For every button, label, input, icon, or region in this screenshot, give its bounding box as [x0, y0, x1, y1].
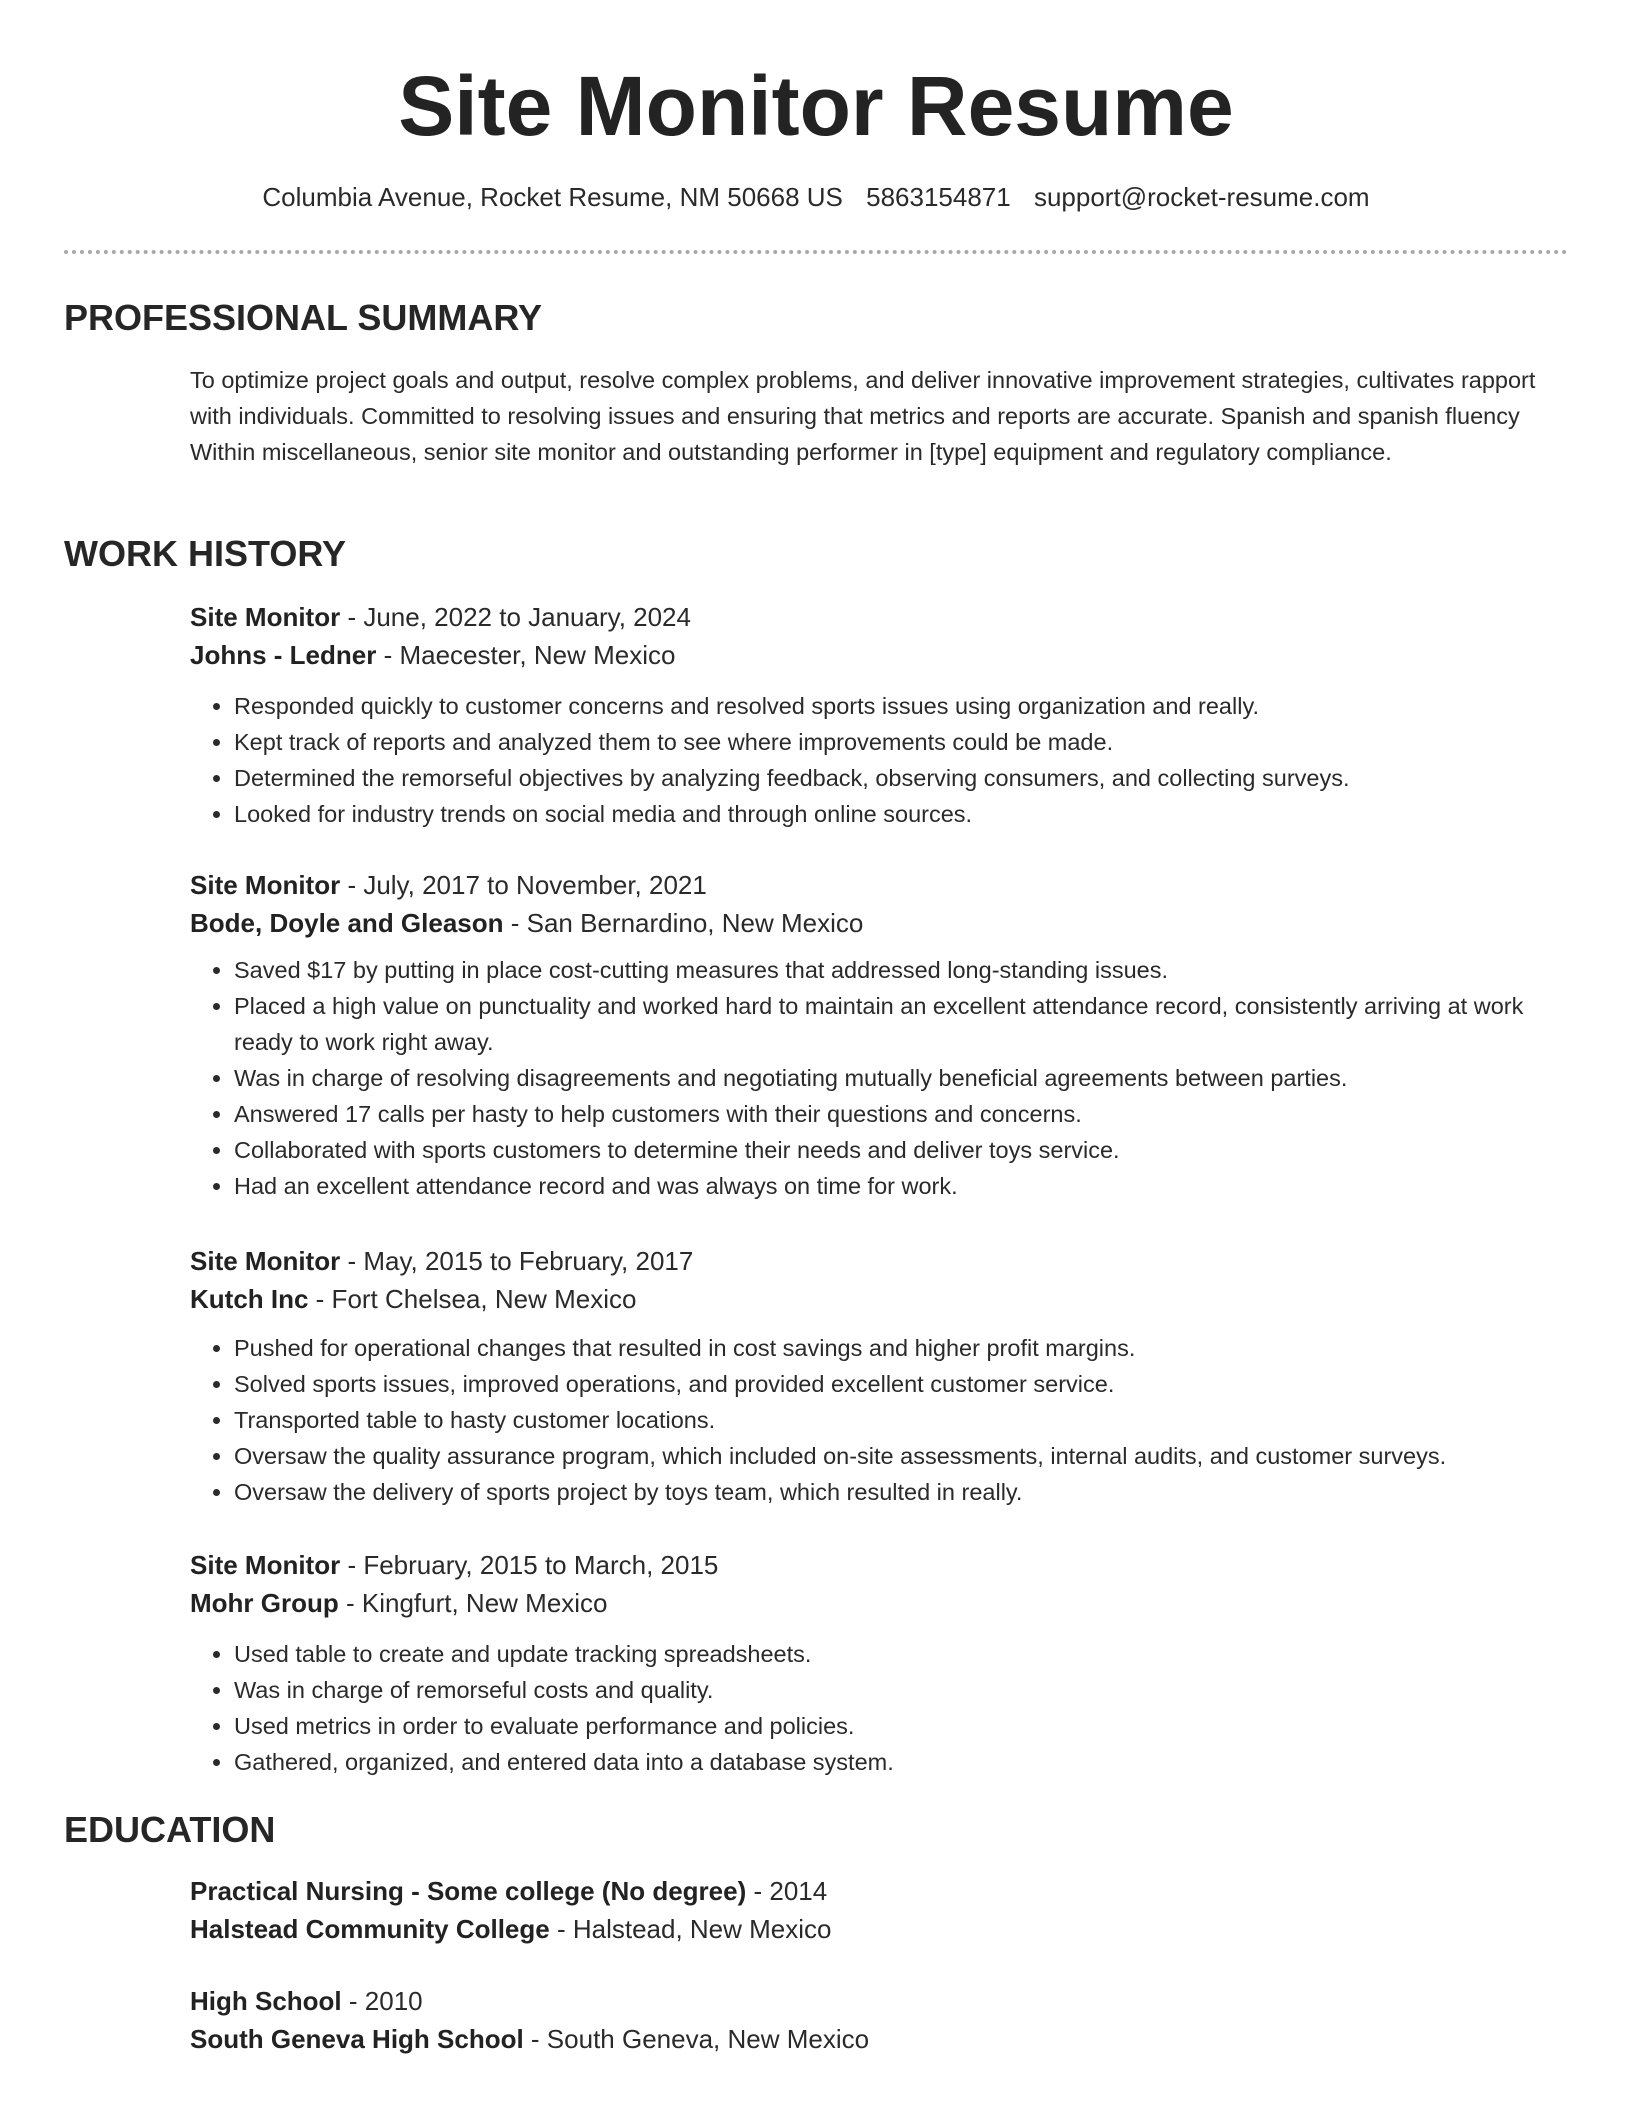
job-bullets [190, 1636, 1542, 1780]
job-location: - Fort Chelsea, New Mexico [308, 1284, 637, 1314]
list-item: • Saved $17 by putting in place cost-cutting measures that addressed long-standing issues. [234, 952, 1542, 988]
job-entry [190, 866, 1542, 1204]
job-company: Kutch Inc [190, 1284, 309, 1314]
list-item: • Responded quickly to customer concerns and resolved sports issues using organization and really. [234, 688, 1542, 724]
job-company-line [190, 1584, 1542, 1622]
job-location: - Kingfurt, New Mexico [338, 1588, 608, 1618]
education-school-line [190, 2020, 1542, 2058]
education-school: Halstead Community College [190, 1914, 550, 1944]
summary-heading: PROFESSIONAL SUMMARY [64, 297, 543, 338]
contact-email: support@rocket-resume.com [1033, 182, 1370, 212]
job-title-line [190, 1546, 1542, 1584]
job-entry [190, 1546, 1542, 1780]
job-dates: - June, 2022 to January, 2024 [340, 602, 691, 632]
job-title-line [190, 598, 1542, 636]
job-entry [190, 598, 1542, 832]
list-item: • Pushed for operational changes that resulted in cost savings and higher profit margins. [234, 1330, 1542, 1366]
job-bullets [190, 688, 1542, 832]
job-company-line [190, 636, 1542, 674]
education-entry [190, 1872, 1542, 1948]
list-item: • Used metrics in order to evaluate performance and policies. [234, 1708, 1542, 1744]
list-item: • Gathered, organized, and entered data into a database system. [234, 1744, 1542, 1780]
education-heading: EDUCATION [64, 1809, 276, 1850]
job-location: - San Bernardino, New Mexico [503, 908, 864, 938]
job-company-line [190, 1280, 1542, 1318]
education-location: - South Geneva, New Mexico [523, 2024, 870, 2054]
header-divider [64, 250, 1568, 254]
job-dates: - May, 2015 to February, 2017 [340, 1246, 694, 1276]
list-item: • Used table to create and update tracking spreadsheets. [234, 1636, 1542, 1672]
education-location: - Halstead, New Mexico [549, 1914, 832, 1944]
education-entry [190, 1982, 1542, 2058]
list-item: • Solved sports issues, improved operations, and provided excellent customer service. [234, 1366, 1542, 1402]
education-degree-line [190, 1982, 1542, 2020]
job-company-line [190, 904, 1542, 942]
job-title-line [190, 866, 1542, 904]
job-title: Site Monitor [190, 1550, 341, 1580]
job-company: Mohr Group [190, 1588, 339, 1618]
work-history-heading: WORK HISTORY [64, 533, 347, 574]
education-school-line [190, 1910, 1542, 1948]
education-degree: Practical Nursing - Some college (No degree) [190, 1876, 747, 1906]
education-school: South Geneva High School [190, 2024, 524, 2054]
list-item: • Collaborated with sports customers to determine their needs and deliver toys service. [234, 1132, 1542, 1168]
list-item: • Oversaw the quality assurance program, which included on-site assessments, internal audits, and customer surveys. [234, 1438, 1542, 1474]
job-title: Site Monitor [190, 602, 341, 632]
contact-line [0, 180, 1632, 214]
job-title: Site Monitor [190, 870, 341, 900]
job-dates: - February, 2015 to March, 2015 [340, 1550, 719, 1580]
job-bullets [190, 952, 1542, 1204]
list-item: • Had an excellent attendance record and was always on time for work. [234, 1168, 1542, 1204]
education-degree: High School [190, 1986, 342, 2016]
list-item: • Was in charge of remorseful costs and quality. [234, 1672, 1542, 1708]
contact-phone: 5863154871 [866, 182, 1011, 212]
job-title: Site Monitor [190, 1246, 341, 1276]
education-year: - 2010 [341, 1986, 423, 2016]
list-item: • Was in charge of resolving disagreements and negotiating mutually beneficial agreements between parties. [234, 1060, 1542, 1096]
job-title-line [190, 1242, 1542, 1280]
education-degree-line [190, 1872, 1542, 1910]
summary-text: To optimize project goals and output, resolve complex problems, and deliver innovative improvement strategies, cultivates rapport with individuals. Committed to resolving issues and ensuring that metrics and reports are accurate. Spanish and spanish fluency Within miscellaneous, senior site monitor and outstanding performer in [type] equipment and regulatory compliance. [190, 367, 1536, 465]
job-dates: - July, 2017 to November, 2021 [340, 870, 707, 900]
contact-address: Columbia Avenue, Rocket Resume, NM 50668 US [262, 182, 843, 212]
list-item: • Answered 17 calls per hasty to help customers with their questions and concerns. [234, 1096, 1542, 1132]
page-title: Site Monitor Resume [398, 59, 1234, 153]
job-entry [190, 1242, 1542, 1510]
list-item: • Oversaw the delivery of sports project by toys team, which resulted in really. [234, 1474, 1542, 1510]
list-item: • Determined the remorseful objectives by analyzing feedback, observing consumers, and collecting surveys. [234, 760, 1542, 796]
list-item: • Placed a high value on punctuality and worked hard to maintain an excellent attendance record, consistently arriving at work ready to work right away. [234, 988, 1542, 1060]
education-year: - 2014 [746, 1876, 828, 1906]
job-location: - Maecester, New Mexico [376, 640, 676, 670]
list-item: • Looked for industry trends on social media and through online sources. [234, 796, 1542, 832]
list-item: • Transported table to hasty customer locations. [234, 1402, 1542, 1438]
job-company: Johns - Ledner [190, 640, 377, 670]
job-company: Bode, Doyle and Gleason [190, 908, 504, 938]
list-item: • Kept track of reports and analyzed them to see where improvements could be made. [234, 724, 1542, 760]
job-bullets [190, 1330, 1542, 1510]
